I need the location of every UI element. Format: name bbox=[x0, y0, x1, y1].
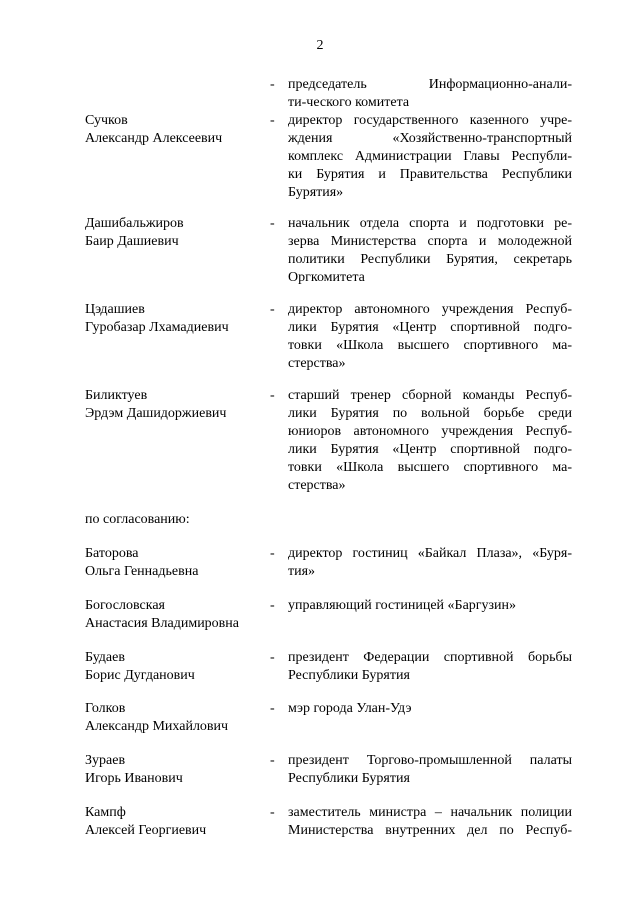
member-given-name: Александр Алексеевич bbox=[85, 131, 223, 146]
page-number: 2 bbox=[316, 38, 324, 53]
description-line: Республики Бурятия bbox=[288, 668, 410, 683]
description-line: заместитель министра – начальник полиции bbox=[288, 805, 572, 820]
description-line: директор государственного казенного учре- bbox=[288, 113, 572, 128]
member-surname: Дашибальжиров bbox=[85, 216, 184, 231]
description-line: Оргкомитета bbox=[288, 270, 365, 285]
member-name bbox=[85, 804, 255, 840]
entry-description bbox=[288, 387, 572, 495]
member-name bbox=[85, 752, 255, 788]
member-name bbox=[85, 649, 255, 685]
description-line: юниоров автономного учреждения Респуб- bbox=[288, 424, 572, 439]
description-line: мэр города Улан-Удэ bbox=[288, 701, 412, 716]
entry-dash: - bbox=[270, 805, 275, 820]
member-given-name: Александр Михайлович bbox=[85, 719, 229, 734]
entry-dash: - bbox=[270, 113, 275, 128]
description-line: политики Республики Бурятия, секретарь bbox=[288, 252, 572, 267]
entry-dash: - bbox=[270, 546, 275, 561]
member-given-name: Гуробазар Лхамадиевич bbox=[85, 320, 229, 335]
description-line: комплекс Администрации Главы Республи- bbox=[288, 149, 572, 164]
entry-dash: - bbox=[270, 302, 275, 317]
entry-description bbox=[288, 804, 572, 840]
entry-dash: - bbox=[270, 650, 275, 665]
entry-dash: - bbox=[270, 216, 275, 231]
entry-dash: - bbox=[270, 388, 275, 403]
entry-dash: - bbox=[270, 77, 275, 92]
section-label: по согласованию: bbox=[85, 512, 190, 527]
description-line: председатель Информационно-анали- bbox=[288, 77, 572, 92]
member-given-name: Алексей Георгиевич bbox=[85, 823, 207, 838]
description-line: лики Бурятия «Центр спортивной подго- bbox=[288, 442, 572, 457]
member-given-name: Игорь Иванович bbox=[85, 771, 183, 786]
description-line: тия» bbox=[288, 564, 316, 579]
description-line: Республики Бурятия bbox=[288, 771, 410, 786]
member-name bbox=[85, 387, 255, 423]
description-line: ки Бурятия и Правительства Республики bbox=[288, 167, 572, 182]
description-line: управляющий гостиницей «Баргузин» bbox=[288, 598, 517, 613]
member-given-name: Ольга Геннадьевна bbox=[85, 564, 199, 579]
entry-dash: - bbox=[270, 701, 275, 716]
entry-description bbox=[288, 597, 572, 615]
description-line: ждения «Хозяйственно-транспортный bbox=[288, 131, 572, 146]
member-name bbox=[85, 545, 255, 581]
description-line: зерва Министерства спорта и молодежной bbox=[288, 234, 572, 249]
description-line: ти-ческого комитета bbox=[288, 95, 410, 110]
entry-description bbox=[288, 112, 572, 202]
entry-dash: - bbox=[270, 753, 275, 768]
description-line: Министерства внутренних дел по Респуб- bbox=[288, 823, 572, 838]
entry-dash: - bbox=[270, 598, 275, 613]
description-line: товки «Школа высшего спортивного ма- bbox=[288, 338, 572, 353]
entry-description bbox=[288, 752, 572, 788]
entry-description bbox=[288, 76, 572, 112]
description-line: президент Федерации спортивной борьбы bbox=[288, 650, 572, 665]
description-line: президент Торгово-промышленной палаты bbox=[288, 753, 572, 768]
member-given-name: Анастасия Владимировна bbox=[85, 616, 239, 631]
member-surname: Зураев bbox=[85, 753, 126, 768]
member-surname: Богословская bbox=[85, 598, 165, 613]
member-given-name: Эрдэм Дашидоржиевич bbox=[85, 406, 227, 421]
description-line: старший тренер сборной команды Респуб- bbox=[288, 388, 572, 403]
description-line: лики Бурятия по вольной борьбе среди bbox=[288, 406, 572, 421]
description-line: начальник отдела спорта и подготовки ре- bbox=[288, 216, 572, 231]
member-surname: Будаев bbox=[85, 650, 125, 665]
member-name bbox=[85, 301, 255, 337]
member-surname: Биликтуев bbox=[85, 388, 148, 403]
member-name bbox=[85, 112, 255, 148]
member-surname: Голков bbox=[85, 701, 126, 716]
entry-description bbox=[288, 700, 572, 718]
member-surname: Баторова bbox=[85, 546, 139, 561]
entry-description bbox=[288, 545, 572, 581]
description-line: директор гостиниц «Байкал Плаза», «Буря- bbox=[288, 546, 572, 561]
member-surname: Цэдашиев bbox=[85, 302, 145, 317]
entry-description bbox=[288, 649, 572, 685]
entry-description bbox=[288, 215, 572, 287]
member-surname: Кампф bbox=[85, 805, 126, 820]
member-given-name: Баир Дашиевич bbox=[85, 234, 179, 249]
member-name bbox=[85, 597, 255, 633]
member-name bbox=[85, 700, 255, 736]
member-given-name: Борис Дугданович bbox=[85, 668, 195, 683]
description-line: стерства» bbox=[288, 478, 346, 493]
description-line: лики Бурятия «Центр спортивной подго- bbox=[288, 320, 572, 335]
description-line: стерства» bbox=[288, 356, 346, 371]
member-name bbox=[85, 215, 255, 251]
entry-description bbox=[288, 301, 572, 373]
member-surname: Сучков bbox=[85, 113, 128, 128]
description-line: директор автономного учреждения Респуб- bbox=[288, 302, 572, 317]
description-line: товки «Школа высшего спортивного ма- bbox=[288, 460, 572, 475]
description-line: Бурятия» bbox=[288, 185, 344, 200]
